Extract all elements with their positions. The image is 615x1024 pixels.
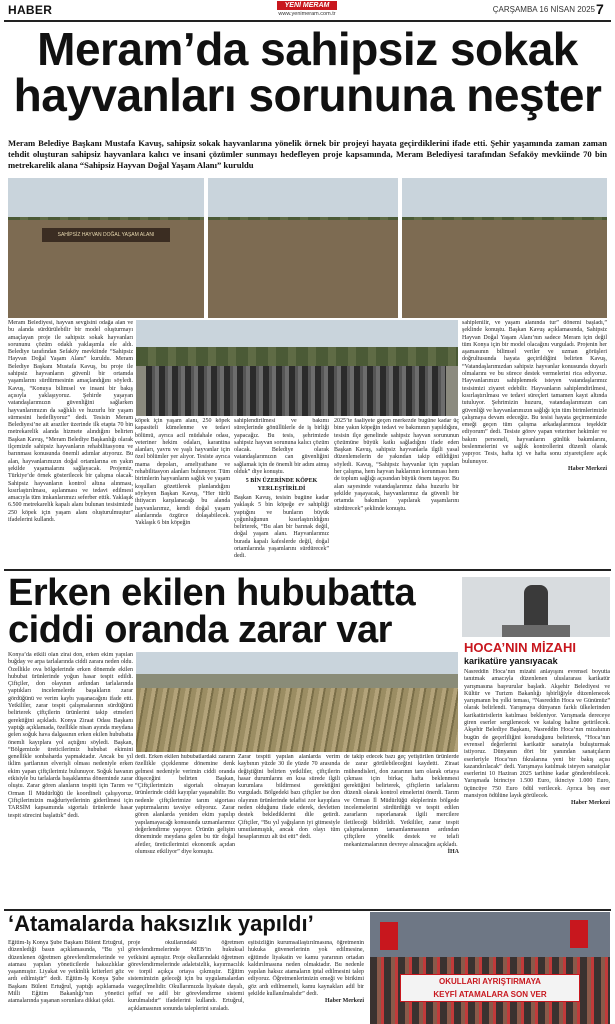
story2-column-4-text: de takip edecek bazı geç yetiştirilen ürünlerde de zarar görülebileceğini kaydetti. Ziraat mühendisleri, don zararının tam olarak ortaya çıkması için birkaç hafta beklenmesi gerektiğini belirterek, çiftçilerin tarlalarını düzenli olarak kontrol etmelerini önerdi. Tarım ve Orman İl Müdürlüğü ekiplerinin bölgede incelemelerini sürdürdüğü ve tespit edilen zararların raporlanarak ilgili mercilere iletileceği bildirildi. Yetkililer, zarar tespit çalışmalarının tamamlanmasının ardından çiftçilere yönelik destek ve telafi mekanizmalarının devreye alınacağını açıkladı.: [344, 754, 459, 848]
story1-column-3: [234, 418, 329, 562]
story1-column-1: Meram Belediyesi, hayvan sevgisini odağa alan ve bu alanda sürdürülebilir bir model oluşturmayı amaçlayan proje ile sahipsiz sokak hayvanları sorununu çözüm odaklı yaklaşımla ele aldı. Belediye tarafından Sefaköy mevkiinde “Sahipsiz Hayvan Doğal Yaşam Alanı” kuruldu. Meram Belediye Başkanı Mustafa Kavuş, bu proje ile sahipsiz hayvanların güvenli bir ortamda yaşamlarını sürdürmesinin amaçlandığını söyledi. Kavuş, “Konuya bilimsel ve insani bir bakış açısıyla yaklaşıyoruz. Şehirde yaşayan vatandaşlarımızın güvenliğini sağlarken hayvanlarımızın da sağlıklı ve huzurlu bir yaşam sürmesini hedefliyoruz” dedi. Tesisin Meram Belediyesi’ne ait araziler üzerinde ilk etapta 70 bin metrekarelik alanda hizmete alındığını belirten Başkan Kavuş, “Meram Belediye Başkanlığı olarak ilçemizde sahipsiz hayvanların rehabilitasyonu ve barınması konusunda önemli adımlar atıyoruz. Bu alan, hayvanlarımızın doğal ortamlarına en yakın şekilde yaşamalarını sağlayacak. Projemiz, Türkiye’de örnek gösterilecek bir çalışma olacak. Sahipsiz hayvanların kontrol altına alınması, kısırlaştırılması, aşılanması ve tedavi edilmesi amacıyla tüm imkanlarımızı seferber ettik. Yaklaşık 6.500 metrekarelik kapalı alanı bulunan tesisimizde 250 köpek için yaşam alanı oluşturulmuştur” ifadelerini kullandı.: [8, 320, 133, 524]
story2-headline-line2: ciddi oranda zarar var: [8, 609, 392, 651]
divider: [4, 569, 611, 571]
sidebar-byline: Haber Merkezi: [570, 800, 610, 807]
story1-column-2: köpek için yaşam alanı, 250 köpek kapasiteli kümelenme ve tedavi bölümü, ayrıca acil müdahale odası, veteriner hekim odaları, karantina alanları, yavru ve yaşlı hayvanlar için özel bölümler yer alıyor. Tesiste ayrıca mama depoları, ameliyathane ve rehabilitasyon alanları bulunuyor. Tüm birimlerin hayvanların sağlık ve yaşam koşulları gözetilerek planlandığını söyleyen Başkan Kavuş, “Her türlü ihtiyacın karşılanacağı bu alanda hayvanlarımız, kendi doğal yaşam alanlarında özgürce dolaşabilecek. Yaklaşık 6 bin köpeğin: [135, 418, 230, 527]
protest-banner-line2: KEYFİ ATAMALARA SON VER: [433, 990, 547, 999]
sidebar-story: [462, 577, 610, 907]
story1-byline: Haber Merkezi: [567, 465, 607, 472]
story1-column-5-text: sahiplenilir, ve yaşam alanında tur” dönemi başladı,” şeklinde konuştu. Başkan Kavuş açıklamasında, Sahipsiz Hayvan Doğal Yaşam Alanı’nın sadece Meram için değil tüm Konya için bir model olacağını vurguladı. Projenin her aşamasının bilimsel veriler ve uzman görüşleri doğrultusunda hayata geçirildiğini belirten Kavuş, “Vatandaşlarımızdan sahipsiz hayvanlar konusunda duyarlı olmalarını ve bu sürece destek vermelerini rica ediyoruz. Hayvanlarımızı sahiplenmek isteyen vatandaşlarımız tesisimizi ziyaret edebilir. Hayvanların sahiplendirilmesi, kısırlaştırılması ve tedavi süreçleri tamamen kayıt altında tutuluyor. Şehrimizin huzuru, vatandaşlarımızın can güvenliği ve hayvanlarımızın sağlığı için tüm birimlerimizle çalışmaya devam edeceğiz. Bu tesisi hayata geçirmemizde emeği geçen tüm çalışma arkadaşlarımıza teşekkür ediyorum” dedi. Tesiste görev yapan veteriner hekimler ve bakım personeli, hayvanların günlük bakımlarını, beslenmelerini ve sağlık kontrollerini düzenli olarak yapıyor. Tesis, hafta içi ve hafta sonu ziyaretçilere açık bulunuyor.: [462, 320, 607, 465]
section-label: HABER: [8, 3, 53, 17]
divider: [4, 20, 611, 22]
story3-byline: Haber Merkezi: [324, 998, 364, 1005]
story1-photo-facility: [402, 178, 607, 318]
story1-column-3-text-b: Başkan Kavuş, tesisin bugüne kadar yaklaşık 5 bin köpeğe ev sahipliği yaptığını ve bunların büyük çoğunluğunun kısırlaştırıldığını belirterek, “Bu alan bir barınak değil, doğal yaşam alanı. Hayvanlarımız burada kapalı kafeslerde değil, doğal ortamlarında yaşamlarını sürdürecek” dedi.: [234, 494, 329, 560]
story2-photo-field: [136, 652, 458, 752]
story2-headline: [8, 572, 458, 651]
story3-column-3-text: eşitsizliğin kurumsallaştırılmasına, öğretmenin hukuka güvenerlerinin yok edilmesine, eğitimde liyakatin ve kamu yararının ortadan kaldırılmasına neden olmaktadır. Bu nedenle yapılan haksız atamaların iptal edilmesini talep ediyoruz. Öğretmenlerimizin emeği ve birikimi göz ardı edilmemeli, kamu kaynakları adil bir şekilde kullanılmalıdır” dedi.: [248, 940, 364, 998]
story1-subheading: 5 BİN ÜZERİNDE KÖPEK YERLEŞTİRİLDİ: [245, 478, 318, 492]
story2-column-1: Konya’da etkili olan zirai don, erken ekim yapılan buğday ve arpa tarlalarında ciddi zarara neden oldu. Özellikle ova bölgelerinde erken dönemde ekilen hububat ürünlerinde yoğun hasar tespit edildi. Çiftçiler, don olayının ardından tarlalarında yaptıkları incelemelerde başakların zarar gördüğünü ve verim kaybı yaşanacağını ifade etti. Yetkililer, zarar tespit çalışmalarının sürdüğünü belirterek çiftçilerin ürünlerini takip etmeleri gerektiğini açıkladı. Konya Ziraat Odası Başkanı yaptığı açıklamada, özellikle nisan ayında meydana gelen soğuk hava dalgasının erken ekilen hububatta önemli kayıplara yol açtığını söyledi. Başkan, “Bölgemizde üreticilerimiz hububat ekimini genellikle sonbaharda yapmaktadır. Ancak bu yıl iklim şartlarının elverişli olması nedeniyle erken ekim yapan çiftçilerimiz bulunuyor. Soğuk havanın etkisiyle bu tarlalarda başaklanma döneminde zarar oluştu. Zarar gören alanların tespiti için Tarım ve Orman İl Müdürlüğü ile koordineli çalışıyoruz. Çiftçilerimizin mağduriyetlerinin giderilmesi için TARSİM kapsamında sigortalı ürünlerde hasar tespit sürecini başlattık” dedi.: [8, 652, 133, 819]
protest-banner-line1: OKULLARI AYRIŞTIRMAYA: [439, 977, 541, 986]
story3-column-1: Eğitim-İş Konya Şube Başkanı Bülent Ertuğrul, düzenlediği basın açıklamasında, “Bu yıl düzenlenen öğretmen görevlendirmelerinde ve ataması yapılan yöneticilerde haksızlıklar yaşanmıştır. Liyakat ve yetkinlik kriterleri göz ardı edilmiştir” dedi. Eğitim-İş Konya Şube Başkanı Bülent Ertuğrul, yaptığı açıklamada Milli Eğitim Bakanlığı’nın yönetici atamalarında yaşanan sorunlara dikkat çekti.: [8, 940, 124, 1005]
story2-headline-line1: Erken ekilen hububatta: [8, 572, 416, 614]
story1-column-3-text: sahiplendirilmesi ve bakımı süreçlerinde gönüllülerle de iş birliği yapacağız. Bu tesis, şehrimizde sahipsiz hayvan sorununa kalıcı çözüm olacak. Belediye olarak vatandaşlarımızın can güvenliğini sağlamak için de önemli bir adım atmış olduk” diye konuştu.: [234, 418, 329, 476]
sidebar-headline: HOCA’NIN MİZAHI: [464, 640, 576, 655]
sidebar-body-text: Nasreddin Hoca’nın mizahi anlayışını evrensel boyutta tanıtmak amacıyla düzenlenen uluslararası karikatür yarışmasına başvurular başladı. Akşehir Belediyesi ve Kültür ve Turizm Bakanlığı işbirliğiyle düzenlenecek yarışmanın bu yılki teması, “Nasreddin Hoca ve Günümüz” olarak belirlendi. Yarışmaya dünyanın farklı ülkelerinden karikatüristlerin katılması bekleniyor. Yarışmada dereceye giren eserler sergilenecek ve katalog haline getirilecek. Akşehir Belediye Başkanı, Nasreddin Hoca’nın mizahının bugün de geçerliliğini koruduğunu belirterek, “Hoca’nın evrensel değerlerini karikatür sanatıyla buluşturmak istiyoruz. Dünyanın dört bir yanından sanatçıların eserleriyle Hoca’nın fıkralarına yeni bir bakış açısı kazandırılacak” dedi. Yarışmaya katılmak isteyen sanatçılar eserlerini 10 Haziran 2025 tarihine kadar gönderebilecek. Yarışmada birinciye 1.500 Euro, ikinciye 1.000 Euro, üçüncüye 750 Euro ödül verilecek. Ayrıca beş eser mansiyon ödülüne layık görülecek.: [464, 669, 610, 800]
story1-column-5: [462, 320, 607, 562]
entrance-sign: SAHİPSİZ HAYVAN DOĞAL YAŞAM ALANI: [42, 228, 170, 242]
story1-headline: [8, 23, 607, 121]
story1-lede: Meram Belediye Başkanı Mustafa Kavuş, sahipsiz sokak hayvanlarına yönelik örnek bir projeyi hayata geçirdiklerini ifade etti. Şehir yaşamında zaman zaman tehdit oluşturan sahipsiz hayvanlara kalıcı ve insani çözümler sunmayı hedefleyen proje kapsamında, Meram Belediyesi tarafından Sefaköy mevkiinde 70 bin metrekarelik alana “Sahipsiz Hayvan Doğal Yaşam Alanı” kuruldu: [8, 138, 607, 170]
story1-photo-group: [136, 320, 458, 416]
story1-column-4: 2025’te faaliyete geçen merkezde bugüne kadar üç bine yakın köpeğin tedavi ve bakımının yapıldığını, tesisin ilçe genelinde sahipsiz hayvan sorununun çözümüne büyük katkı sağladığını ifade eden Başkan Kavuş, sahipsiz hayvanlarla ilgili yasal düzenlemelerin de yakından takip edildiğini söyledi. Kavuş, “Sahipsiz hayvanlar için yapılan her çalışma, hem hayvan haklarının korunması hem de toplum sağlığı açısından büyük önem taşıyor. Bu alan sayesinde vatandaşlarımız daha huzurlu bir şekilde yaşayacak, hayvanlarımız da güvenli bir ortamda bakımları yapılarak yaşamlarını sürdürecek” şeklinde konuştu.: [334, 418, 459, 512]
story1-photo-aerial: [208, 178, 398, 318]
newspaper-logo[interactable]: YENİ MERAM: [277, 1, 337, 10]
story1-headline-line1: Meram’da sahipsiz sokak: [37, 23, 578, 75]
story2-column-2: dedi. Erken ekilen hububatlardaki zararın özellikle çiçeklenme dönemine denk gelmesi nedeniyle verimin ciddi oranda düşeceğini belirten Başkan, “Çiftçilerimizin sigortalı olmayan ürünlerinde ciddi kayıplar yaşanabilir. Bu nedenle çiftçilerimize tarım sigortası yaptırmalarını tavsiye ediyoruz. Zarar gören alanlarda yeniden ekim yapılıp yapılamayacağı konusunda uzmanlarımız değerlendirme yapıyor. Ürünün gelişim döneminde meydana gelen bu tür doğal afetler, üreticilerimizi ekonomik açıdan olumsuz etkiliyor” diye konuştu.: [135, 754, 235, 855]
issue-date: ÇARŞAMBA 16 NİSAN 2025: [492, 5, 595, 14]
sidebar-subheadline: karikatüre yansıyacak: [464, 656, 558, 666]
page-header: [0, 0, 615, 20]
story3-column-2: proje okullarındaki öğretmen görevlendirmelerinde MEB’in hukuksal yetkisini aşmıştır. Proje okullarındaki öğretmen görevlendirmelerinde adaletsizlik, kayırmacılık ve torpil açıkça ortaya çıkmıştır. Eğitim sistemimizin geleceği için bu uygulamalardan vazgeçilmelidir. Okullarımızda liyakate dayalı, şeffaf ve adil bir görevlendirme sistemi kurulmalıdır” ifadelerini kullandı. Ertuğrul, açıklamasının sonunda taleplerini sıraladı.: [128, 940, 244, 1012]
story3-headline: ‘Atamalarda haksızlık yapıldı’: [8, 911, 314, 936]
story2-byline: İHA: [447, 848, 459, 855]
protest-banner: [400, 974, 580, 1002]
story2-column-4: [344, 754, 459, 906]
sidebar-photo-statue: [462, 577, 610, 637]
website-url[interactable]: www.yenimeram.com.tr: [278, 11, 336, 17]
story1-photo-entrance: [8, 178, 204, 318]
story3-photo-protest: [370, 912, 610, 1024]
story2-column-3: Zarar tespiti yapılan alanlarda verim kaybının yüzde 30 ile yüzde 70 arasında değiştiğini belirten yetkililer, çiftçilerin hasar durumlarını en kısa sürede ilgili kurumlara bildirmesi gerektiğini vurguladı. Bölgedeki bazı çiftçiler ise don olayının ürünlerinde telafisi zor kayıplara neden olduğunu ifade ederek, devletten destek beklediklerini dile getirdi. Çiftçiler, “Bu yıl yağışların iyi gitmesiyle umutlanmıştık, ancak don olayı tüm hesaplarımızı alt üst etti” dedi.: [238, 754, 340, 841]
story1-headline-line2: hayvanları sorununa neşter: [13, 69, 602, 121]
sidebar-body: [464, 669, 610, 901]
story3-column-3: [248, 940, 364, 1024]
page-number: 7: [596, 1, 604, 17]
